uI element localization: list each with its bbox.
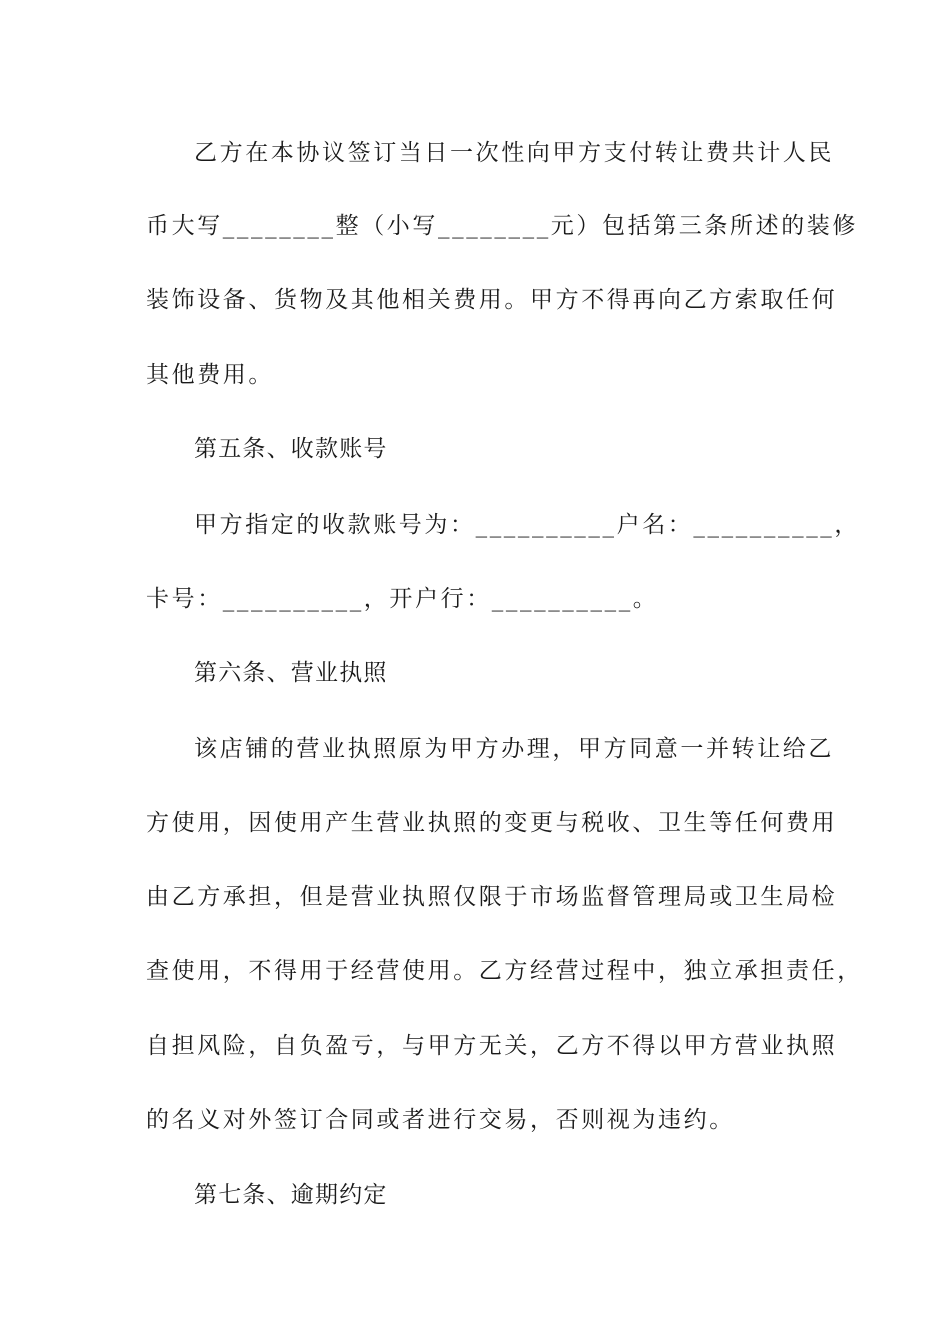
license-paragraph-line-1: 该店铺的营业执照原为甲方办理，甲方同意一并转让给乙 xyxy=(194,736,834,762)
payment-paragraph-line-2: 币大写________整（小写________元）包括第三条所述的装修 xyxy=(146,213,858,239)
article-7-heading: 第七条、逾期约定 xyxy=(194,1182,388,1208)
payment-paragraph-line-3: 装饰设备、货物及其他相关费用。甲方不得再向乙方索取任何 xyxy=(146,287,838,313)
license-paragraph-line-3: 由乙方承担，但是营业执照仅限于市场监督管理局或卫生局检 xyxy=(146,884,838,910)
license-paragraph-line-2: 方使用，因使用产生营业执照的变更与税收、卫生等任何费用 xyxy=(146,810,838,836)
article-5-heading: 第五条、收款账号 xyxy=(194,436,388,462)
account-paragraph-line-1: 甲方指定的收款账号为：__________户名：__________， xyxy=(194,512,860,538)
account-paragraph-line-2: 卡号：__________，开户行：__________。 xyxy=(146,586,659,612)
payment-paragraph-line-1: 乙方在本协议签订当日一次性向甲方支付转让费共计人民 xyxy=(194,140,834,166)
license-paragraph-line-4: 查使用，不得用于经营使用。乙方经营过程中，独立承担责任， xyxy=(146,958,863,984)
license-paragraph-line-6: 的名义对外签订合同或者进行交易，否则视为违约。 xyxy=(146,1107,735,1133)
article-6-heading: 第六条、营业执照 xyxy=(194,660,388,686)
payment-paragraph-line-4: 其他费用。 xyxy=(146,362,274,388)
license-paragraph-line-5: 自担风险，自负盈亏，与甲方无关，乙方不得以甲方营业执照 xyxy=(146,1033,838,1059)
